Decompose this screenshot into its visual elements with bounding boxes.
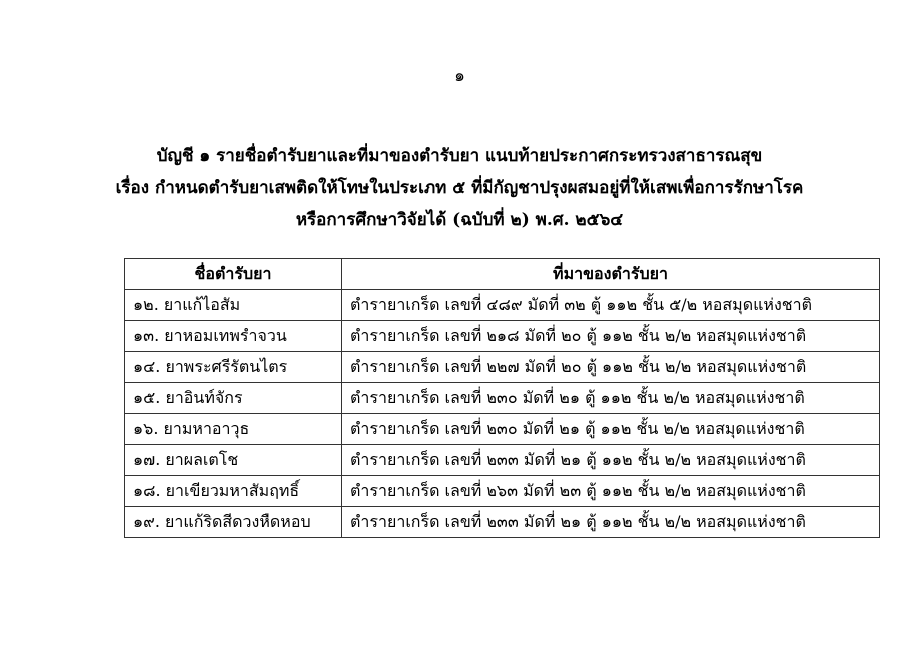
heading-line-1: บัญชี ๑ รายชื่อตำรับยาและที่มาของตำรับยา แนบท้ายประกาศกระทรวงสาธารณสุข: [156, 146, 763, 166]
header-recipe-source: ที่มาของตำรับยา: [342, 259, 880, 290]
recipe-source: ตำรายาเกร็ด เลขที่ ๒๖๓ มัดที่ ๒๓ ตู้ ๑๑๒ ชั้น ๒/๒ หอสมุดแห่งชาติ: [342, 476, 880, 507]
recipe-source: ตำรายาเกร็ด เลขที่ ๒๒๗ มัดที่ ๒๐ ตู้ ๑๑๒ ชั้น ๒/๒ หอสมุดแห่งชาติ: [342, 352, 880, 383]
recipe-source: ตำรายาเกร็ด เลขที่ ๒๓๐ มัดที่ ๒๑ ตู้ ๑๑๒ ชั้น ๒/๒ หอสมุดแห่งชาติ: [342, 383, 880, 414]
table-row: [125, 321, 880, 352]
recipe-table: [124, 258, 880, 538]
heading-line-3: หรือการศึกษาวิจัยได้ (ฉบับที่ ๒) พ.ศ. ๒๕๖๔: [295, 210, 624, 230]
recipe-source: ตำรายาเกร็ด เลขที่ ๒๓๐ มัดที่ ๒๑ ตู้ ๑๑๒ ชั้น ๒/๒ หอสมุดแห่งชาติ: [342, 414, 880, 445]
recipe-name: ๑๔. ยาพระศรีรัตนไตร: [125, 352, 342, 383]
recipe-name: ๑๖. ยามหาอาวุธ: [125, 414, 342, 445]
table-row: [125, 476, 880, 507]
recipe-source: ตำรายาเกร็ด เลขที่ ๔๘๙ มัดที่ ๓๒ ตู้ ๑๑๒ ชั้น ๕/๒ หอสมุดแห่งชาติ: [342, 290, 880, 321]
table-row: [125, 445, 880, 476]
table-header-row: [125, 259, 880, 290]
header-recipe-name: ชื่อตำรับยา: [125, 259, 342, 290]
heading-line-2: เรื่อง กำหนดตำรับยาเสพติดให้โทษในประเภท ๕ ที่มีกัญชาปรุงผสมอยู่ที่ให้เสพเพื่อการรักษาโรค: [115, 178, 804, 198]
document-heading: [0, 140, 919, 236]
page-number: ๑: [454, 66, 465, 86]
recipe-name: ๑๒. ยาแก้ไอสัม: [125, 290, 342, 321]
recipe-name: ๑๓. ยาหอมเทพรำจวน: [125, 321, 342, 352]
recipe-source: ตำรายาเกร็ด เลขที่ ๒๓๓ มัดที่ ๒๑ ตู้ ๑๑๒ ชั้น ๒/๒ หอสมุดแห่งชาติ: [342, 507, 880, 538]
recipe-name: ๑๙. ยาแก้ริดสีดวงหืดหอบ: [125, 507, 342, 538]
recipe-name: ๑๗. ยาผลเตโช: [125, 445, 342, 476]
table-row: [125, 507, 880, 538]
recipe-name: ๑๕. ยาอินท์จักร: [125, 383, 342, 414]
table-row: [125, 383, 880, 414]
recipe-name: ๑๘. ยาเขียวมหาสัมฤทธิ์: [125, 476, 342, 507]
table-row: [125, 352, 880, 383]
table-row: [125, 414, 880, 445]
recipe-source: ตำรายาเกร็ด เลขที่ ๒๑๘ มัดที่ ๒๐ ตู้ ๑๑๒ ชั้น ๒/๒ หอสมุดแห่งชาติ: [342, 321, 880, 352]
recipe-source: ตำรายาเกร็ด เลขที่ ๒๓๓ มัดที่ ๒๑ ตู้ ๑๑๒ ชั้น ๒/๒ หอสมุดแห่งชาติ: [342, 445, 880, 476]
table-row: [125, 290, 880, 321]
